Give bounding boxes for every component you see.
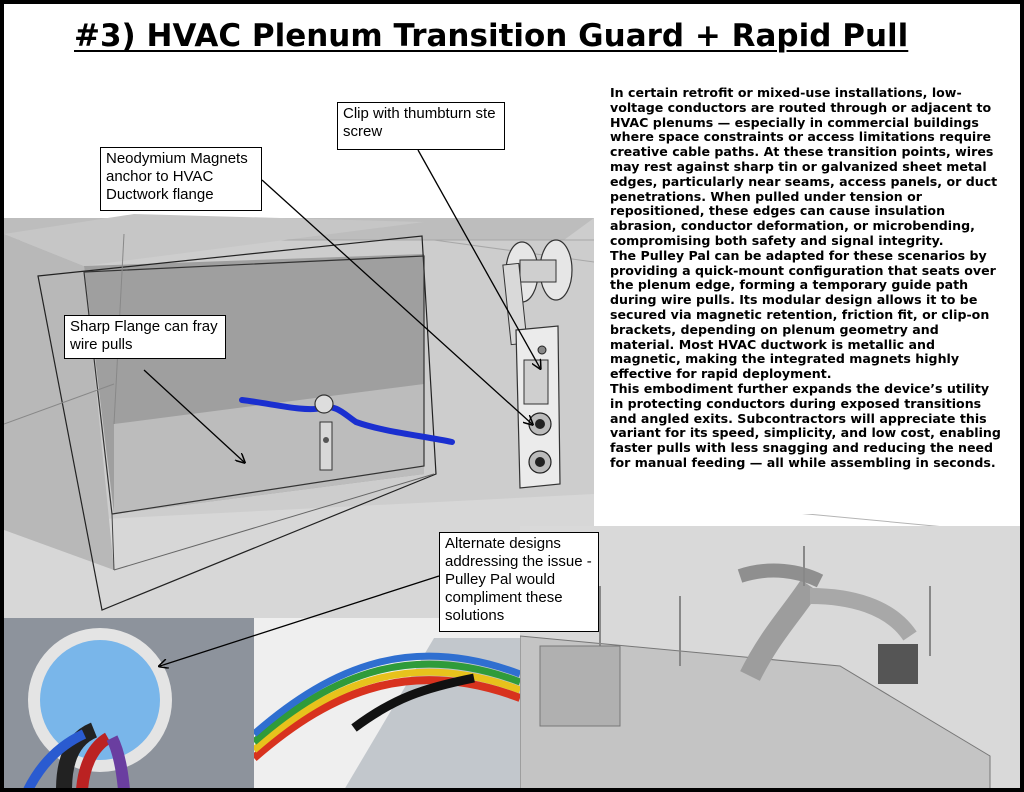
slide-page [4,4,1020,788]
set-screw [538,346,546,354]
grommet-photo-art [4,618,254,788]
pulley-drum [520,260,556,282]
description-text [594,84,1014,514]
description-paragraph: In certain retrofit or mixed-use installations, low-voltage conductors are routed through or adjacent to HVAC plenums — especially in commercial buildings where space constraints or access limitations require creative cable paths. At these transition points, wires may rest against sharp tin or galvanized sheet metal edges, particularly near seams, access panels, or duct penetrations. When pulled under tension or repositioned, these edges can cause insulation abrasion, conductor deformation, or microbending, compromising both safety and signal integrity. [610,85,998,248]
thumbturn-clip [524,360,548,404]
cable-edge-guard-photo [254,618,520,788]
callout-sharp-flange: Sharp Flange can fray wire pulls [64,315,226,359]
description-paragraph: The Pulley Pal can be adapted for these scenarios by providing a quick-mount configuration that seats over the plenum edge, forming a temporary guide path during wire pulls. Its modular design allows it to be secured via magnetic retention, friction fit, or clip-on brackets, depending on plenum geometry and material. Most HVAC ductwork is metallic and magnetic, making the integrated magnets highly effective for rapid deployment. [610,247,996,382]
magnet-upper-core [535,419,545,429]
small-bracket-hole [323,437,329,443]
small-pulley-wheel [315,395,333,413]
callout-thumbturn-clip: Clip with thumbturn ste screw [337,102,505,150]
page-title: #3) HVAC Plenum Transition Guard + Rapid Pull [74,18,909,54]
description-paragraph: This embodiment further expands the device’s utility in protecting conductors during exposed transitions and angled exits. Subcontractors will appreciate this variant for its speed, simplicity, and low cost, enabling faster pulls with less snagging and reducing the need for manual feeding — all while assembling in seconds. [610,380,1001,470]
cable-edge-guard-art [254,618,520,788]
air-handler-box [878,644,918,684]
callout-neodymium-magnets: Neodymium Magnets anchor to HVAC Ductwork flange [100,147,262,211]
grommet-photo [4,618,254,788]
magnet-lower-core [535,457,545,467]
duct-section [540,646,620,726]
small-pulley-bracket [320,422,332,470]
callout-alternate-designs: Alternate designs addressing the issue - Pulley Pal would compliment these solutions [439,532,599,632]
